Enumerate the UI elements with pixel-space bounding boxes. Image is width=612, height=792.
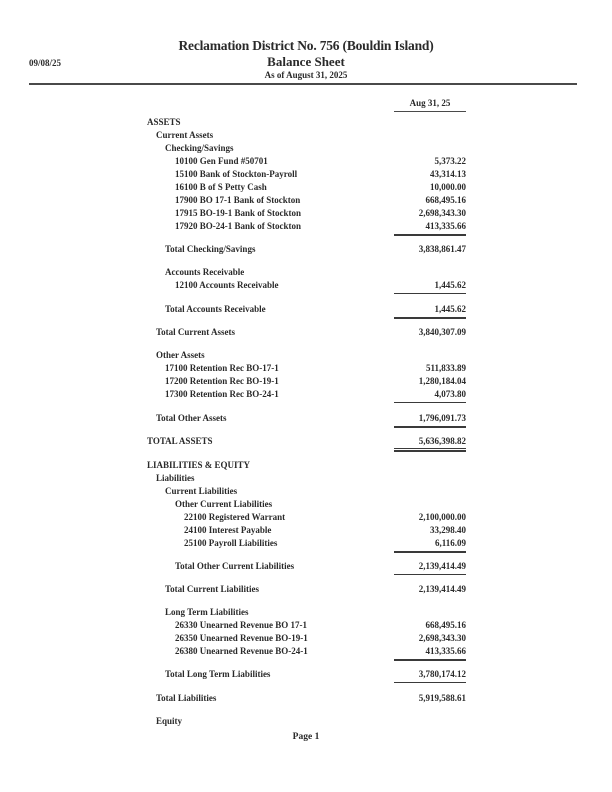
account-amount: 10,000.00 (430, 182, 466, 192)
table-row (0, 645, 612, 657)
account-label: Other Current Liabilities (175, 499, 273, 509)
account-amount: 668,495.16 (425, 620, 466, 630)
table-row (0, 435, 612, 447)
account-label: Long Term Liabilities (165, 607, 249, 617)
column-header-date: Aug 31, 25 (409, 98, 451, 108)
section-heading-row (0, 606, 612, 618)
account-amount: 43,314.13 (430, 169, 466, 179)
account-amount: 1,280,184.04 (418, 376, 466, 386)
section-heading-row (0, 485, 612, 497)
account-label: Total Other Current Liabilities (175, 561, 295, 571)
section-heading-row (0, 142, 612, 154)
account-label: Current Assets (156, 130, 214, 140)
account-label: Total Checking/Savings (165, 244, 256, 254)
print-date: 09/08/25 (29, 58, 62, 68)
table-row (0, 524, 612, 536)
account-label: Total Current Liabilities (165, 584, 260, 594)
account-label: 17100 Retention Rec BO-17-1 (165, 363, 279, 373)
account-label: 17920 BO-24-1 Bank of Stockton (175, 221, 302, 231)
account-label: Liabilities (156, 473, 195, 483)
table-row (0, 388, 612, 400)
total-underline (394, 293, 466, 294)
account-label: 15100 Bank of Stockton-Payroll (175, 169, 298, 179)
section-heading-row (0, 116, 612, 128)
account-label: 17200 Retention Rec BO-19-1 (165, 376, 279, 386)
table-row (0, 220, 612, 232)
account-label: 22100 Registered Warrant (184, 512, 286, 522)
account-label: 26350 Unearned Revenue BO-19-1 (175, 633, 308, 643)
account-label: Equity (156, 716, 183, 726)
account-amount: 413,335.66 (425, 646, 466, 656)
section-heading-row (0, 129, 612, 141)
account-label: Total Long Term Liabilities (165, 669, 271, 679)
account-amount: 4,073.80 (434, 389, 466, 399)
account-label: 17900 BO 17-1 Bank of Stockton (175, 195, 301, 205)
account-label: Total Liabilities (156, 693, 217, 703)
account-amount: 5,373.22 (434, 156, 466, 166)
total-underline (394, 317, 466, 319)
account-label: 24100 Interest Payable (184, 525, 272, 535)
company-name: Reclamation District No. 756 (Bouldin Island) (178, 38, 434, 53)
account-amount: 2,698,343.30 (418, 208, 466, 218)
table-row (0, 560, 612, 572)
total-underline (394, 574, 466, 575)
section-heading-row (0, 472, 612, 484)
table-row (0, 511, 612, 523)
account-label: 12100 Accounts Receivable (175, 280, 279, 290)
account-label: 26330 Unearned Revenue BO 17-1 (175, 620, 307, 630)
section-heading-row (0, 349, 612, 361)
table-row (0, 362, 612, 374)
account-label: Current Liabilities (165, 486, 238, 496)
account-amount: 668,495.16 (425, 195, 466, 205)
table-row (0, 194, 612, 206)
section-heading-row (0, 266, 612, 278)
account-label: Total Accounts Receivable (165, 304, 266, 314)
account-label: Other Assets (156, 350, 205, 360)
total-underline (394, 659, 466, 661)
total-underline (394, 426, 466, 428)
section-heading-row (0, 459, 612, 471)
account-label: ASSETS (147, 117, 181, 127)
table-row (0, 412, 612, 424)
account-label: 10100 Gen Fund #50701 (175, 156, 268, 166)
account-label: 26380 Unearned Revenue BO-24-1 (175, 646, 308, 656)
total-underline (394, 682, 466, 683)
account-label: LIABILITIES & EQUITY (147, 460, 251, 470)
report-as-of-date: As of August 31, 2025 (264, 70, 348, 80)
account-amount: 1,796,091.73 (418, 413, 466, 423)
table-row (0, 207, 612, 219)
account-label: 17915 BO-19-1 Bank of Stockton (175, 208, 302, 218)
column-header-underline (394, 111, 466, 112)
account-label: Checking/Savings (165, 143, 234, 153)
table-row (0, 537, 612, 549)
table-row (0, 692, 612, 704)
table-row (0, 583, 612, 595)
total-underline (394, 402, 466, 403)
account-amount: 2,139,414.49 (418, 584, 466, 594)
account-label: 17300 Retention Rec BO-24-1 (165, 389, 279, 399)
account-amount: 6,116.09 (434, 538, 466, 548)
page-number: Page 1 (292, 732, 320, 742)
account-amount: 3,780,174.12 (418, 669, 466, 679)
account-label: 16100 B of S Petty Cash (175, 182, 267, 192)
account-label: TOTAL ASSETS (147, 436, 213, 446)
table-row (0, 668, 612, 680)
account-amount: 3,838,861.47 (418, 244, 466, 254)
account-amount: 3,840,307.09 (418, 327, 466, 337)
table-row (0, 168, 612, 180)
table-row (0, 181, 612, 193)
account-amount: 413,335.66 (425, 221, 466, 231)
table-row (0, 243, 612, 255)
account-label: Accounts Receivable (165, 267, 245, 277)
account-amount: 1,445.62 (434, 280, 466, 290)
account-amount: 2,698,343.30 (418, 633, 466, 643)
total-underline (394, 551, 466, 553)
table-row (0, 375, 612, 387)
double-underline (394, 448, 466, 452)
table-row (0, 155, 612, 167)
table-row (0, 619, 612, 631)
table-row (0, 632, 612, 644)
account-amount: 33,298.40 (430, 525, 466, 535)
account-amount: 5,919,588.61 (418, 693, 466, 703)
section-heading-row (0, 498, 612, 510)
account-amount: 2,100,000.00 (418, 512, 466, 522)
section-heading-row (0, 715, 612, 727)
account-amount: 2,139,414.49 (418, 561, 466, 571)
account-amount: 1,445.62 (434, 304, 466, 314)
account-amount: 5,636,398.82 (418, 436, 466, 446)
report-title: Balance Sheet (267, 54, 345, 69)
table-row (0, 303, 612, 315)
table-row (0, 279, 612, 291)
account-label: 25100 Payroll Liabilities (184, 538, 278, 548)
total-underline (394, 234, 466, 236)
header-divider (29, 83, 577, 85)
account-amount: 511,833.89 (425, 363, 466, 373)
account-label: Total Other Assets (156, 413, 227, 423)
account-label: Total Current Assets (156, 327, 236, 337)
table-row (0, 326, 612, 338)
